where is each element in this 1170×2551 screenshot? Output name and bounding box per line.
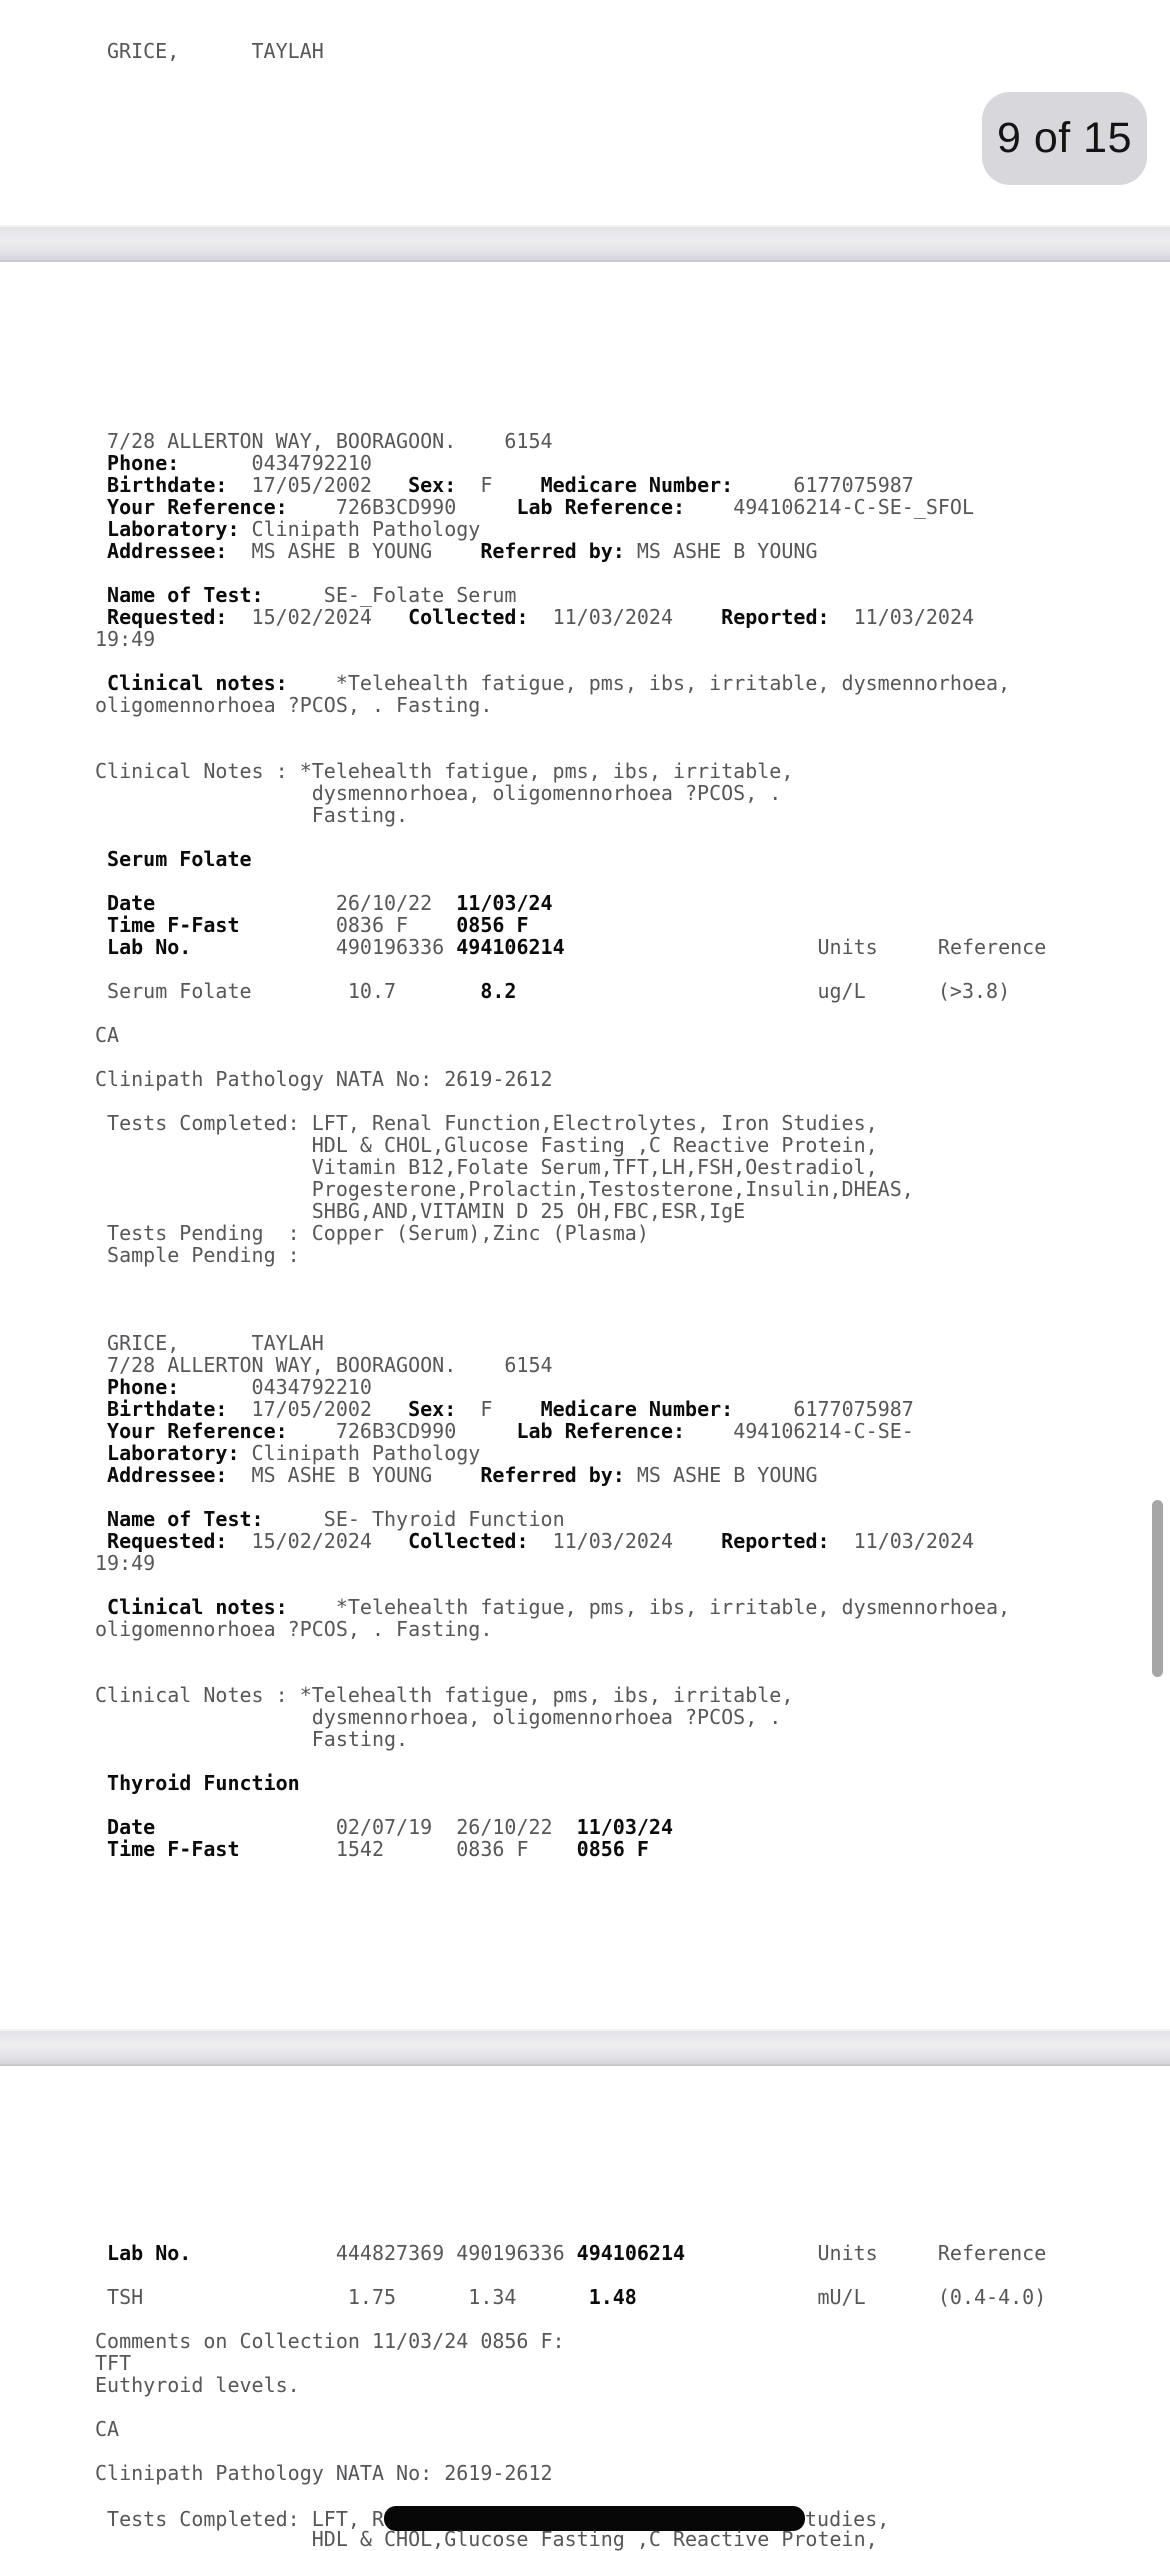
doc-line [95,562,1170,584]
doc-text: 6177075987 [733,1397,914,1421]
doc-line [95,1552,1170,1574]
doc-text: 1542 0836 F [239,1837,577,1861]
doc-line [95,2308,1170,2330]
doc-text [95,891,107,915]
doc-text-bold: 494106214 [456,935,565,959]
doc-text-bold: Collected: [408,605,529,629]
doc-line [95,584,1170,606]
doc-line [95,980,1170,1002]
doc-text: CA [95,1023,120,1047]
doc-line [95,2484,1170,2506]
doc-text-bold: Birthdate: [107,473,228,497]
doc-text-bold: Phone: [107,451,180,475]
page-indicator-badge: 9 of 15 [982,92,1147,185]
doc-text-bold: Your Reference: [107,495,288,519]
doc-text: oligomennorhoea ?PCOS, . Fasting. [95,1617,493,1641]
doc-text: 02/07/19 26/10/22 [155,1815,577,1839]
doc-text: Fasting. [95,1727,409,1751]
doc-line [95,1618,1170,1640]
doc-text: Clinical Notes : *Telehealth fatigue, pms, ibs, irritable, [95,1683,794,1707]
doc-line [95,1288,1170,1310]
doc-text: 26/10/22 [155,891,457,915]
doc-text-bold: Referred by: [480,1463,625,1487]
document-page-2 [95,2242,1170,2550]
doc-text [95,473,107,497]
doc-line [95,716,1170,738]
doc-text-bold: 11/03/24 [576,1815,673,1839]
doc-line [95,1508,1170,1530]
doc-line [95,870,1170,892]
doc-text-bold: Name of Test: [107,583,264,607]
doc-text: CA [95,2417,120,2441]
doc-text: 0836 F [239,913,457,937]
doc-line [95,1574,1170,1596]
doc-text: ug/L (>3.8) [516,979,1011,1003]
doc-line [95,1750,1170,1772]
doc-text: 0434792210 [179,451,372,475]
doc-text-bold: Lab No. [107,2241,192,2265]
doc-line [95,738,1170,760]
doc-line [95,1838,1170,1860]
doc-text [95,539,107,563]
doc-text: MS ASHE B YOUNG [624,1463,818,1487]
doc-text-bold: Reported: [721,1529,830,1553]
doc-text-bold: Birthdate: [107,1397,228,1421]
doc-text: 15/02/2024 [227,605,409,629]
doc-text-bold: Medicare Number: [540,473,734,497]
doc-line [95,1596,1170,1618]
doc-text: 0434792210 [179,1375,372,1399]
doc-line [95,1244,1170,1266]
doc-line [95,1156,1170,1178]
doc-line [95,1354,1170,1376]
doc-text: GRICE, TAYLAH [95,1331,324,1355]
doc-text: Progesterone,Prolactin,Testosterone,Insulin,DHEAS, [95,1177,914,1201]
doc-text: Comments on Collection 11/03/24 0856 F: [95,2329,565,2353]
doc-text-bold: Time F-Fast [107,1837,240,1861]
doc-line [95,2462,1170,2484]
doc-line [95,1816,1170,1838]
doc-text-bold: 11/03/24 [456,891,553,915]
doc-text: Clinipath Pathology [239,1441,481,1465]
doc-text: 726B3CD990 [287,1419,517,1443]
doc-text-bold: 8.2 [480,979,517,1003]
doc-line [95,496,1170,518]
doc-text [95,1837,107,1861]
doc-line [95,782,1170,804]
doc-text: SE- Thyroid Function [263,1507,565,1531]
doc-line [95,1134,1170,1156]
doc-line [95,936,1170,958]
doc-text: MS ASHE B YOUNG [227,1463,481,1487]
doc-text [95,671,107,695]
doc-line [95,518,1170,540]
doc-text-bold: Lab Reference: [516,1419,686,1443]
doc-line [95,2286,1170,2308]
doc-line [95,452,1170,474]
doc-line [95,1376,1170,1398]
doc-text-bold: Serum Folate [107,847,252,871]
doc-line [95,1332,1170,1354]
doc-text [95,495,107,519]
doc-text [95,1771,107,1795]
doc-line [95,848,1170,870]
doc-line [95,1420,1170,1442]
doc-line [95,2242,1170,2264]
doc-text: Fasting. [95,803,409,827]
doc-text: MS ASHE B YOUNG [624,539,818,563]
doc-line [95,2440,1170,2462]
page-separator-bottom [0,2029,1170,2066]
doc-line [95,1706,1170,1728]
doc-text: TFT [95,2351,132,2375]
doc-line [95,1486,1170,1508]
doc-text-bold: Lab No. [107,935,192,959]
doc-text: 490196336 [191,935,457,959]
doc-text: Euthyroid levels. [95,2373,300,2397]
doc-text [95,1419,107,1443]
doc-line [95,474,1170,496]
doc-text: Clinipath Pathology [239,517,481,541]
doc-text [95,1595,107,1619]
doc-text: SE-_Folate Serum [263,583,517,607]
doc-text-bold: 0856 F [456,913,529,937]
doc-text: 15/02/2024 [227,1529,409,1553]
document-page-1 [95,430,1170,1860]
doc-line [95,1310,1170,1332]
doc-line [95,1178,1170,1200]
page-separator-top [0,225,1170,262]
doc-text [95,2241,107,2265]
doc-text-bold: Clinical notes: [107,1595,288,1619]
doc-text-bold: Referred by: [480,539,625,563]
doc-text: F [456,473,541,497]
doc-text-bold: Sex: [408,473,457,497]
doc-text: Tests Completed: LFT, R [95,2507,384,2531]
doc-text: 7/28 ALLERTON WAY, BOORAGOON. 6154 [95,429,553,453]
doc-line [95,1046,1170,1068]
doc-text [95,1507,107,1531]
doc-text [95,1441,107,1465]
doc-text: 494106214-C-SE- [685,1419,914,1443]
doc-text: Clinical Notes : *Telehealth fatigue, pms, ibs, irritable, [95,759,794,783]
doc-text: 726B3CD990 [287,495,517,519]
doc-text: SHBG,AND,VITAMIN D 25 OH,FBC,ESR,IgE [95,1199,746,1223]
doc-text [95,847,107,871]
doc-line [95,1684,1170,1706]
doc-text [95,935,107,959]
doc-text: 11/03/2024 [829,605,975,629]
doc-line [95,540,1170,562]
doc-text [95,1529,107,1553]
doc-line [95,1772,1170,1794]
doc-line [95,1640,1170,1662]
doc-line [95,1222,1170,1244]
doc-text-bold: Laboratory: [107,517,240,541]
patient-name-header: GRICE, TAYLAH [107,39,324,63]
doc-line [95,1794,1170,1816]
doc-text: 19:49 [95,1551,156,1575]
doc-text: 19:49 [95,627,156,651]
doc-text-bold: Name of Test: [107,1507,264,1531]
doc-line [95,826,1170,848]
doc-text [95,913,107,937]
doc-text: 17/05/2002 [227,1397,409,1421]
doc-line [95,1398,1170,1420]
doc-line [95,694,1170,716]
doc-text [95,1463,107,1487]
doc-line [95,2264,1170,2286]
doc-text: 444827369 490196336 [191,2241,577,2265]
doc-text-bold: Your Reference: [107,1419,288,1443]
doc-line [95,2352,1170,2374]
doc-text: Units Reference [564,935,1047,959]
doc-text-bold: Date [107,891,156,915]
doc-text [95,1815,107,1839]
doc-text: *Telehealth fatigue, pms, ibs, irritable, dysmennorhoea, [287,671,1011,695]
doc-text-bold: Phone: [107,1375,180,1399]
doc-text: 11/03/2024 [528,1529,722,1553]
doc-text: Clinipath Pathology NATA No: 2619-2612 [95,1067,553,1091]
doc-text: 7/28 ALLERTON WAY, BOORAGOON. 6154 [95,1353,553,1377]
doc-text-bold: Reported: [721,605,830,629]
doc-text: Vitamin B12,Folate Serum,TFT,LH,FSH,Oestradiol, [95,1155,878,1179]
doc-text: F [456,1397,541,1421]
doc-text-bold: Requested: [107,1529,228,1553]
doc-line [95,672,1170,694]
doc-text-bold: Time F-Fast [107,913,240,937]
doc-text: Clinipath Pathology NATA No: 2619-2612 [95,2461,553,2485]
doc-text: oligomennorhoea ?PCOS, . Fasting. [95,693,493,717]
doc-line [95,1024,1170,1046]
doc-text [95,451,107,475]
doc-line [95,804,1170,826]
doc-text [95,605,107,629]
doc-line [95,1090,1170,1112]
doc-text: 11/03/2024 [528,605,722,629]
doc-text: 494106214-C-SE-_SFOL [685,495,975,519]
doc-text-bold: Clinical notes: [107,671,288,695]
doc-line [95,1002,1170,1024]
doc-text: 6177075987 [733,473,914,497]
doc-text-bold: Addressee: [107,1463,228,1487]
doc-text-bold: Sex: [408,1397,457,1421]
doc-line [95,2528,1170,2550]
doc-line [95,628,1170,650]
doc-text: 11/03/2024 [829,1529,975,1553]
doc-line [95,958,1170,980]
doc-text: dysmennorhoea, oligomennorhoea ?PCOS, . [95,1705,782,1729]
doc-text-bold: 0856 F [576,1837,649,1861]
doc-line [95,2396,1170,2418]
scrollbar-thumb[interactable] [1152,1500,1163,1677]
doc-text-bold: Collected: [408,1529,529,1553]
doc-text [95,583,107,607]
doc-line [95,1662,1170,1684]
doc-line [95,1728,1170,1750]
doc-text-bold: Addressee: [107,539,228,563]
doc-text [95,1397,107,1421]
doc-text: TSH 1.75 1.34 [95,2285,589,2309]
doc-line [95,650,1170,672]
doc-text: HDL & CHOL,Glucose Fasting ,C Reactive Protein, [95,1133,878,1157]
doc-text: Tests Completed: LFT, Renal Function,Electrolytes, Iron Studies, [95,1111,878,1135]
doc-line [95,1266,1170,1288]
doc-line [95,606,1170,628]
doc-line [95,2374,1170,2396]
doc-line [95,1200,1170,1222]
doc-line [95,2418,1170,2440]
doc-line [95,760,1170,782]
doc-line [95,1530,1170,1552]
doc-line [95,1112,1170,1134]
doc-text: HDL & CHOL,Glucose Fasting ,C Reactive Protein, [95,2527,878,2551]
doc-text: Sample Pending : [95,1243,300,1267]
doc-text-bold: Medicare Number: [540,1397,734,1421]
doc-line [95,430,1170,452]
doc-text-bold: Date [107,1815,156,1839]
doc-line [95,1442,1170,1464]
doc-text-bold: 494106214 [576,2241,686,2265]
doc-text [95,517,107,541]
doc-text: Units Reference [685,2241,1047,2265]
doc-text: Tests Pending : Copper (Serum),Zinc (Plasma) [95,1221,649,1245]
doc-text: *Telehealth fatigue, pms, ibs, irritable, dysmennorhoea, [287,1595,1011,1619]
doc-text: dysmennorhoea, oligomennorhoea ?PCOS, . [95,781,782,805]
doc-text: mU/L (0.4-4.0) [636,2285,1047,2309]
doc-line [95,1068,1170,1090]
doc-line [95,914,1170,936]
doc-text-bold: Lab Reference: [516,495,686,519]
doc-text: MS ASHE B YOUNG [227,539,481,563]
doc-line [95,1464,1170,1486]
doc-line [95,2330,1170,2352]
doc-text: Serum Folate 10.7 [95,979,481,1003]
doc-text: 17/05/2002 [227,473,409,497]
doc-text-bold: 1.48 [588,2285,637,2309]
doc-text-bold: Requested: [107,605,228,629]
doc-text-bold: Thyroid Function [107,1771,300,1795]
doc-line [95,2506,1170,2531]
doc-text-bold: Laboratory: [107,1441,240,1465]
doc-text [95,1375,107,1399]
doc-line [95,892,1170,914]
doc-text: tudies, [804,2507,890,2531]
